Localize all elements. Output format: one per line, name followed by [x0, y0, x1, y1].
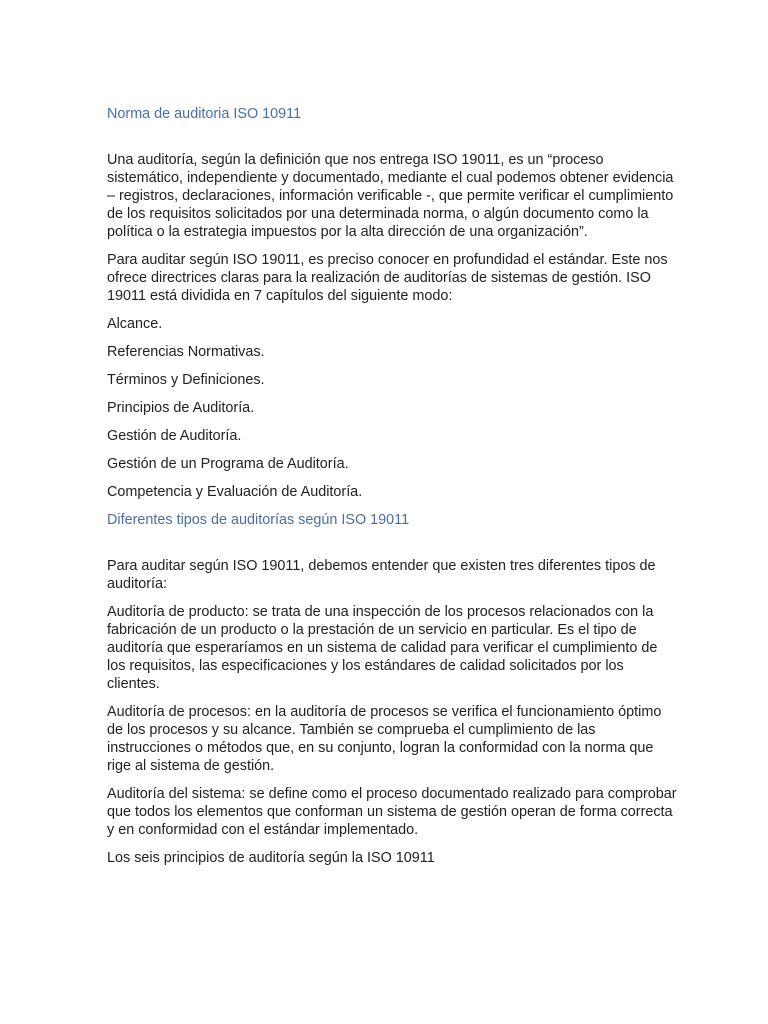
paragraph-estandar: Para auditar según ISO 19011, es preciso conocer en profundidad el estándar. Este nos ofrece directrices claras para la realización de auditorías de sistemas de gestión. ISO 19011 está dividida en 7 capítulos del siguiente modo:	[107, 252, 668, 304]
section-heading-tipos: Diferentes tipos de auditorías según ISO 19011	[107, 512, 410, 528]
chapter-item: Alcance.	[107, 316, 163, 332]
chapter-item: Referencias Normativas.	[107, 344, 265, 360]
section-heading-norma: Norma de auditoria ISO 10911	[107, 106, 302, 122]
document-page	[107, 105, 677, 877]
paragraph-auditoria-producto: Auditoría de producto: se trata de una inspección de los procesos relacionados con la fabricación de un producto o la prestación de un servicio en particular. Es el tipo de auditoría que esperaríamos en un sistema de calidad para verificar el cumplimiento de los requisitos, las especificaciones y los estándares de calidad solicitados por los clientes.	[107, 604, 658, 692]
chapter-list	[107, 315, 677, 501]
paragraph-principios: Los seis principios de auditoría según la ISO 10911	[107, 850, 435, 866]
chapter-item: Gestión de Auditoría.	[107, 428, 242, 444]
chapter-item: Gestión de un Programa de Auditoría.	[107, 456, 349, 472]
paragraph-tipos-intro: Para auditar según ISO 19011, debemos entender que existen tres diferentes tipos de auditoría:	[107, 558, 656, 592]
paragraph-auditoria-procesos: Auditoría de procesos: en la auditoría de procesos se verifica el funcionamiento óptimo de los procesos y su alcance. También se comprueba el cumplimiento de las instrucciones o métodos que, en su conjunto, logran la conformidad con la norma que rige al sistema de gestión.	[107, 704, 662, 774]
paragraph-definicion: Una auditoría, según la definición que nos entrega ISO 19011, es un “proceso sistemático, independiente y documentado, mediante el cual podemos obtener evidencia – registros, declaraciones, información verificable -, que permite verificar el cumplimiento de los requisitos solicitados por una determinada norma, o algún documento como la política o la estrategia impuestos por la alta dirección de una organización”.	[107, 152, 674, 240]
chapter-item: Competencia y Evaluación de Auditoría.	[107, 484, 363, 500]
chapter-item: Principios de Auditoría.	[107, 400, 255, 416]
paragraph-auditoria-sistema: Auditoría del sistema: se define como el proceso documentado realizado para comprobar que todos los elementos que conforman un sistema de gestión operan de forma correcta y en conformidad con el estándar implementado.	[107, 786, 677, 838]
chapter-item: Términos y Definiciones.	[107, 372, 265, 388]
